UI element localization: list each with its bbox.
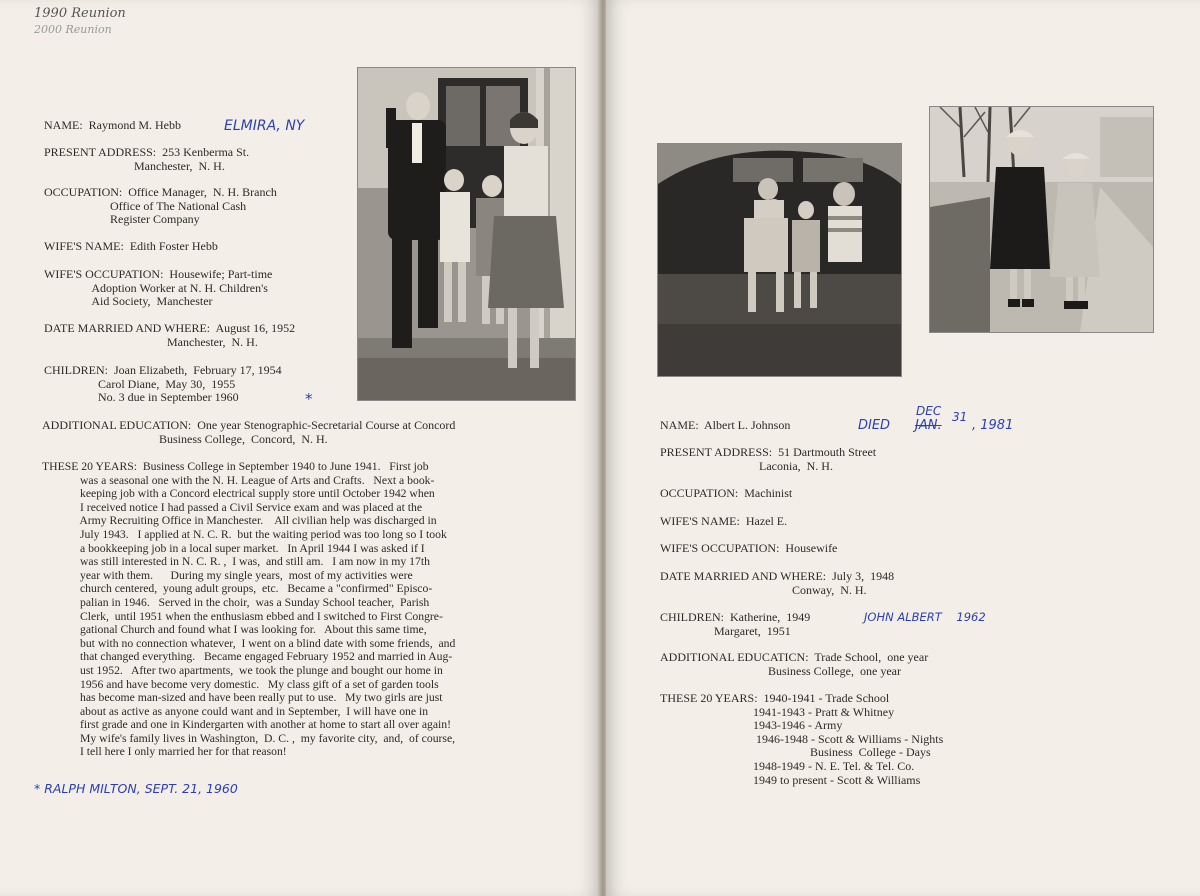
hebb-occupation: OCCUPATION: Office Manager, N. H. Branch Office of The National Cash Register Company [44, 185, 277, 227]
johnson-address: PRESENT ADDRESS: 51 Dartmouth Street Laconia, N. H. [660, 445, 877, 473]
johnson-died-month: DEC [916, 404, 942, 418]
hebb-name: NAME: Raymond M. Hebb [44, 118, 181, 132]
johnson-wife-name: WIFE'S NAME: Hazel E. [660, 514, 788, 528]
johnson-daughters-photo [929, 106, 1154, 333]
hebb-footnote: * RALPH MILTON, SEPT. 21, 1960 [34, 781, 238, 796]
hebb-wife-name: WIFE'S NAME: Edith Foster Hebb [44, 239, 218, 253]
pencil-note-1990: 1990 Reunion [34, 6, 126, 21]
johnson-wife-occupation: WIFE'S OCCUPATION: Housewife [660, 541, 838, 555]
hebb-these-20-years: THESE 20 YEARS: Business College in September 1940 to June 1941. First job was a seasonal one with the N. H. League of Arts and Crafts. Next a book- keeping job with a Concord electrical supply store until October 1942 when I received notice I had passed a Civil Service exam and was placed at the Army Recruiting Office in Manchester. All civilian help was discharged in July 1943. I applied at N. C. R. but the waiting period was too long so I took a bookkeeping job in a local super market. In April 1944 I was asked if I was still interested in N. C. R. , I was, and still am. I am now in my 17th year with them. During my single years, most of my activities were church centered, young adult groups, etc. Became a "confirmed" Episco- palian in 1946. Served in the choir, was a Sunday School teacher, Parish Clerk, until 1951 when the enthusiasm ebbed and I switched to First Congre- gational Church and found what I was looking for. About this same time, but with no connection whatever, I went on a blind date with some friends, and that changed everything. Became engaged February 1952 and married in Aug- ust 1952. After two apartments, we took the plunge and bought our home in 1956 and have become very domestic. My class gift of a set of garden tools has become man-sized and have been really put to use. My two girls are just about as active as anyone could want and in September, I will have one in first grade and one in Kindergarten with another at home to start all over again! My wife's family lives in Washington, D. C. , my favorite city, and, of course, I tell here I only married her for that reason! [42, 460, 456, 759]
johnson-family-photo [657, 143, 902, 377]
johnson-died-day: 31 [952, 410, 968, 424]
johnson-name: NAME: Albert L. Johnson [660, 418, 791, 432]
hebb-family-photo [357, 67, 576, 401]
hebb-name-annotation: ELMIRA, NY [224, 118, 305, 134]
hebb-children-asterisk: * [305, 390, 313, 408]
hebb-address: PRESENT ADDRESS: 253 Kenberma St. Manchester, N. H. [44, 145, 250, 173]
johnson-these-20-years: THESE 20 YEARS: 1940-1941 - Trade School 1941-1943 - Pratt & Whitney 1943-1946 - Army 1946-1948 - Scott & Williams - Nights Business College - Days 1948-1949 - N. E. Tel. & Tel. Co. 1949 to present - Scott & Williams [660, 691, 944, 787]
johnson-additional-education: ADDITIONAL EDUCATICN: Trade School, one year Business College, one year [660, 650, 929, 678]
johnson-occupation: OCCUPATION: Machinist [660, 486, 793, 500]
johnson-children-annotation: JOHN ALBERT 1962 [864, 610, 986, 624]
johnson-died-label: DIED [858, 418, 891, 433]
johnson-children: CHILDREN: Katherine, 1949 Margaret, 1951 [660, 610, 811, 638]
hebb-wife-occupation: WIFE'S OCCUPATION: Housewife; Part-time Adoption Worker at N. H. Children's Aid Society, Manchester [44, 267, 273, 309]
johnson-date-married: DATE MARRIED AND WHERE: July 3, 1948 Conway, N. H. [660, 569, 895, 597]
johnson-died-year: , 1981 [972, 418, 1014, 433]
hebb-additional-education: ADDITIONAL EDUCATION: One year Stenographic-Secretarial Course at Concord Business College, Concord, N. H. [42, 418, 456, 446]
hebb-date-married: DATE MARRIED AND WHERE: August 16, 1952 Manchester, N. H. [44, 321, 296, 349]
hebb-children: CHILDREN: Joan Elizabeth, February 17, 1954 Carol Diane, May 30, 1955 No. 3 due in September 1960 [44, 363, 282, 405]
johnson-died-month-crossed: JAN. [915, 418, 942, 433]
pencil-note-2000: 2000 Reunion [34, 23, 112, 36]
